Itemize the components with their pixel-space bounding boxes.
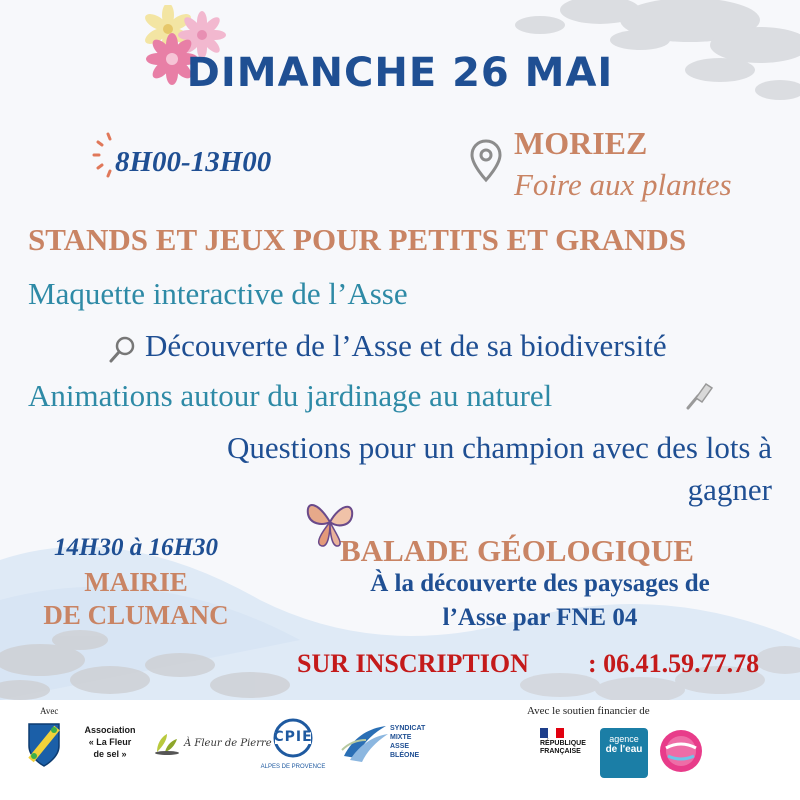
registration-label: SUR INSCRIPTION bbox=[297, 649, 529, 678]
syndicat-line-1: SYNDICAT bbox=[390, 725, 426, 732]
footer-with-label: Avec bbox=[40, 706, 59, 716]
balade-heading: BALADE GÉOLOGIQUE bbox=[340, 533, 694, 568]
commitment-badge-logo bbox=[658, 728, 704, 774]
syndicat-swoosh-logo bbox=[340, 720, 390, 764]
activity-maquette: Maquette interactive de l’Asse bbox=[28, 276, 408, 311]
morning-event: Foire aux plantes bbox=[514, 167, 732, 202]
republique-line-1: RÉPUBLIQUE bbox=[540, 740, 586, 747]
balade-desc-1: À la découverte des paysages de bbox=[370, 570, 710, 597]
afternoon-place-1: MAIRIE bbox=[84, 567, 188, 597]
association-line-1: Association bbox=[84, 725, 136, 735]
fleur-pierre-icon bbox=[153, 730, 181, 756]
cpie-acronym: CPIE bbox=[273, 729, 313, 745]
syndicat-text bbox=[390, 724, 425, 760]
cpie-region: ALPES DE PROVENCE bbox=[260, 764, 326, 770]
republique-line-2: FRANÇAISE bbox=[540, 748, 581, 755]
morning-hours: 8H00-13H00 bbox=[115, 146, 272, 178]
afternoon-place-2: DE CLUMANC bbox=[43, 600, 229, 630]
marianne-flag-icon bbox=[540, 728, 564, 738]
association-line-3: de sel » bbox=[93, 749, 127, 759]
agence-eau-logo bbox=[600, 728, 648, 778]
stands-heading: STANDS ET JEUX POUR PETITS ET GRANDS bbox=[28, 222, 687, 257]
agence-line-2: de l'eau bbox=[605, 744, 643, 755]
morning-place: MORIEZ bbox=[514, 125, 648, 161]
syndicat-line-3: ASSE bbox=[390, 743, 410, 750]
activity-questions: Questions pour un champion avec des lots à bbox=[227, 430, 772, 465]
event-date-title: DIMANCHE 26 MAI bbox=[186, 50, 614, 96]
activity-decouverte: Découverte de l’Asse et de sa biodiversité bbox=[145, 328, 667, 363]
agence-line-1: agence bbox=[609, 734, 639, 744]
municipal-crest-logo bbox=[26, 720, 62, 768]
syndicat-line-4: BLÉONE bbox=[390, 752, 420, 759]
support-label: Avec le soutien financier de bbox=[527, 705, 650, 717]
registration-phone: : 06.41.59.77.78 bbox=[588, 649, 760, 678]
magnifier-icon bbox=[106, 334, 138, 366]
trowel-icon bbox=[680, 378, 716, 414]
balade-desc-2: l’Asse par FNE 04 bbox=[442, 604, 638, 631]
location-pin-icon bbox=[468, 138, 504, 184]
afternoon-hours: 14H30 à 16H30 bbox=[54, 534, 218, 561]
association-line-2: « La Fleur bbox=[88, 737, 132, 747]
activity-questions-cont: gagner bbox=[687, 472, 772, 507]
fleur-pierre-label: À Fleur de Pierre bbox=[184, 738, 272, 749]
republique-text bbox=[540, 740, 586, 756]
activity-jardinage: Animations autour du jardinage au naturel bbox=[28, 378, 553, 413]
syndicat-line-2: MIXTE bbox=[390, 734, 412, 741]
association-logo bbox=[80, 724, 140, 760]
